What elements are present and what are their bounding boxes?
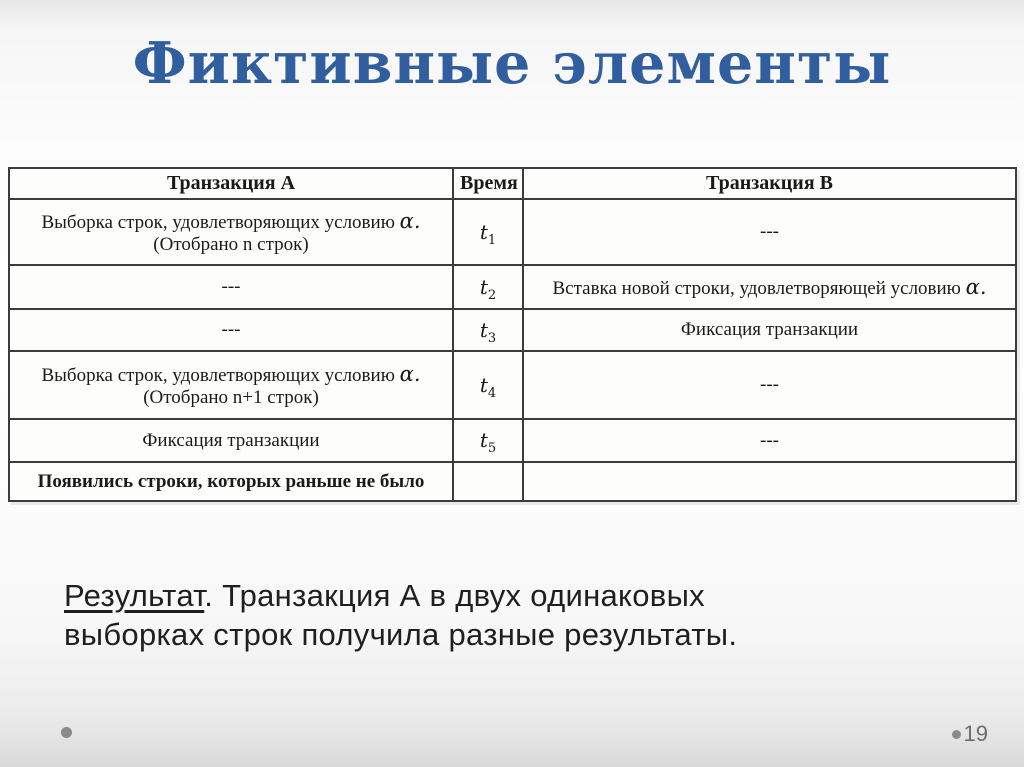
cell-time: [453, 265, 523, 309]
time-subscript: 5: [487, 440, 497, 456]
cell-text: Вставка новой строки, удовлетворяющей условию: [552, 277, 961, 299]
time-subscript: 1: [487, 232, 497, 248]
cell-note: (Отобрано n строк): [153, 233, 309, 255]
result-line1: . Транзакция А в двух одинаковых: [204, 578, 705, 613]
cell-transaction-b: [523, 462, 1016, 501]
cell-transaction-a: [9, 419, 453, 462]
time-subscript: 2: [487, 287, 497, 303]
alpha-symbol: α.: [399, 361, 421, 386]
cell-text: Фиксация транзакции: [142, 429, 320, 451]
alpha-symbol: α.: [965, 274, 987, 299]
time-variable: t: [479, 372, 488, 397]
cell-transaction-b: [523, 199, 1016, 265]
cell-transaction-b: [523, 265, 1016, 309]
cell-time: [453, 462, 523, 501]
table-row: [9, 309, 1016, 351]
cell-text: ---: [760, 374, 779, 395]
table-row: [9, 265, 1016, 309]
table-row: [9, 462, 1016, 501]
time-subscript: 3: [487, 330, 497, 346]
cell-text: ---: [760, 221, 779, 242]
time-variable: t: [479, 274, 488, 299]
cell-time: [453, 419, 523, 462]
cell-text: Фиксация транзакции: [680, 319, 859, 340]
table-row: [9, 351, 1016, 419]
result-lead: Результат: [64, 578, 205, 613]
time-variable: t: [479, 219, 488, 244]
table-row: [9, 419, 1016, 462]
cell-text: Появились строки, которых раньше не было: [37, 470, 425, 492]
cell-transaction-a: [9, 265, 453, 309]
time-subscript: 4: [487, 385, 497, 401]
cell-time: [453, 309, 523, 351]
bullet-icon: [61, 727, 72, 738]
cell-text: ---: [221, 276, 241, 297]
cell-transaction-b: [523, 309, 1016, 351]
cell-transaction-a: [9, 462, 453, 501]
cell-text: Выборка строк, удовлетворяющих условию: [41, 211, 395, 233]
cell-transaction-a: [9, 309, 453, 351]
cell-transaction-b: [523, 351, 1016, 419]
time-variable: t: [479, 428, 488, 452]
table-header-row: [9, 168, 1016, 199]
cell-text: ---: [760, 429, 779, 451]
cell-text: ---: [221, 319, 241, 340]
header-transaction-b: Транзакция В: [523, 168, 1016, 199]
page-title: Фиктивные элементы: [132, 30, 892, 97]
bullet-icon: [952, 730, 961, 739]
cell-note: (Отобрано n+1 строк): [143, 386, 319, 408]
cell-transaction-a: [9, 199, 453, 265]
result-line2: выборках строк получила разные результаты.: [64, 617, 738, 652]
cell-transaction-a: [9, 351, 453, 419]
transactions-table: [8, 167, 1017, 502]
header-transaction-a: Транзакция А: [9, 168, 453, 199]
cell-text: Выборка строк, удовлетворяющих условию: [41, 364, 395, 386]
table-row: [9, 199, 1016, 265]
result-text: [64, 576, 737, 654]
time-variable: t: [479, 317, 488, 342]
page-number-group: [952, 721, 988, 747]
header-time: Время: [453, 168, 523, 199]
cell-time: [453, 199, 523, 265]
page-number: 19: [963, 721, 988, 746]
cell-time: [453, 351, 523, 419]
alpha-symbol: α.: [399, 208, 421, 233]
cell-transaction-b: [523, 419, 1016, 462]
